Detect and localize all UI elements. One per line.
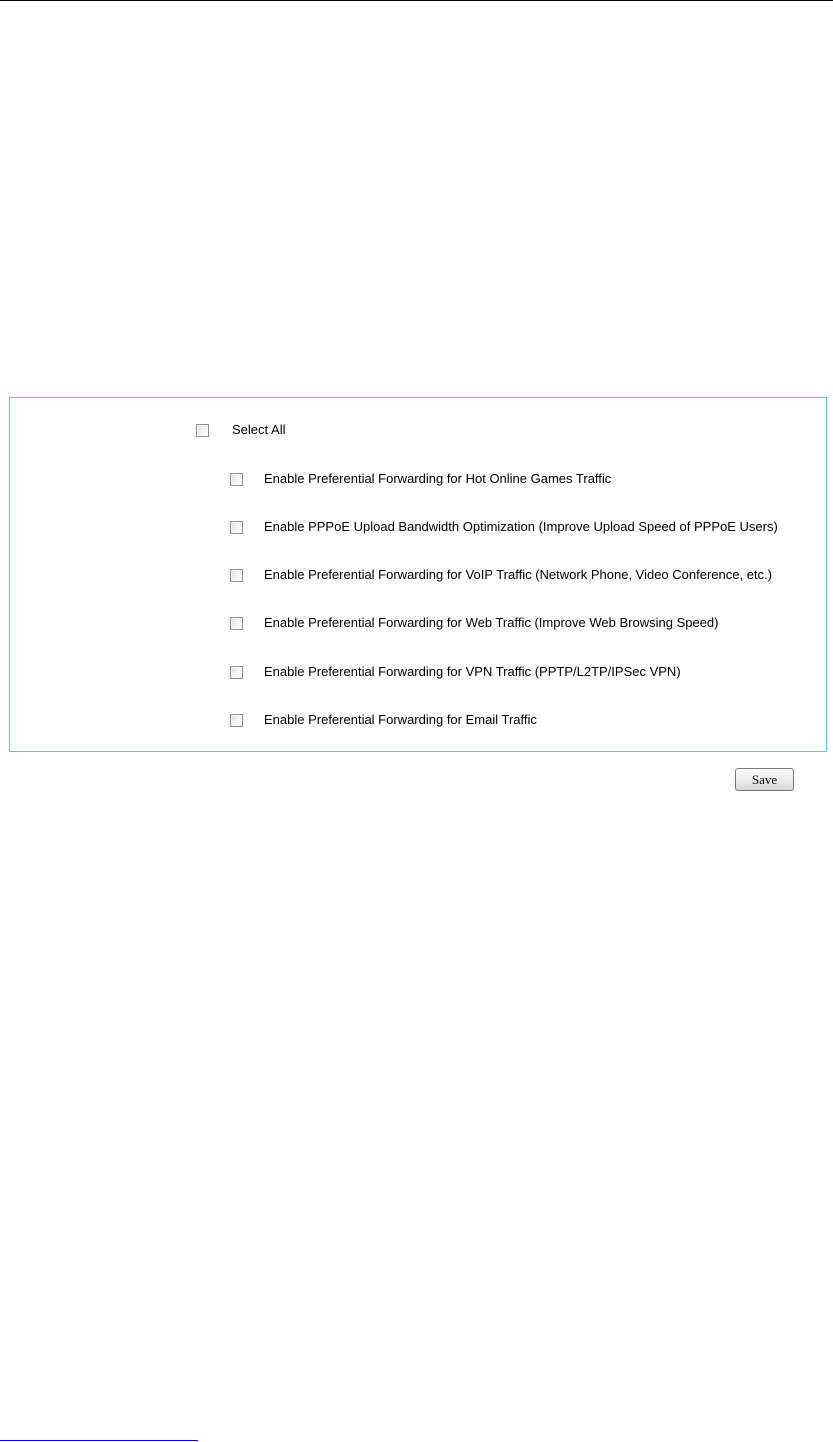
page-top-rule: [0, 0, 833, 1]
option-pppoe-upload-optimization[interactable]: [230, 517, 778, 537]
email-traffic-checkbox[interactable]: [230, 714, 243, 727]
vpn-traffic-checkbox[interactable]: [230, 666, 243, 679]
email-traffic-label: Enable Preferential Forwarding for Email Traffic: [264, 712, 537, 727]
voip-traffic-checkbox[interactable]: [230, 569, 243, 582]
save-button[interactable]: Save: [735, 768, 794, 791]
hot-online-games-label: Enable Preferential Forwarding for Hot Online Games Traffic: [264, 471, 612, 486]
web-traffic-checkbox[interactable]: [230, 617, 243, 630]
option-web-traffic[interactable]: [230, 613, 719, 633]
option-email-traffic[interactable]: [230, 710, 537, 730]
forwarding-options-panel: [9, 397, 827, 752]
footnote-link-rule: [0, 1440, 198, 1441]
select-all-label: Select All: [232, 422, 286, 437]
web-traffic-label: Enable Preferential Forwarding for Web Traffic (Improve Web Browsing Speed): [264, 615, 719, 630]
vpn-traffic-label: Enable Preferential Forwarding for VPN Traffic (PPTP/L2TP/IPSec VPN): [264, 664, 681, 679]
voip-traffic-label: Enable Preferential Forwarding for VoIP Traffic (Network Phone, Video Conference, etc.): [264, 567, 772, 582]
hot-online-games-checkbox[interactable]: [230, 473, 243, 486]
option-vpn-traffic[interactable]: [230, 662, 681, 682]
select-all-row[interactable]: [196, 420, 285, 440]
pppoe-upload-optimization-checkbox[interactable]: [230, 521, 243, 534]
option-hot-online-games[interactable]: [230, 469, 611, 489]
option-voip-traffic[interactable]: [230, 565, 772, 585]
pppoe-upload-optimization-label: Enable PPPoE Upload Bandwidth Optimization (Improve Upload Speed of PPPoE Users): [264, 519, 778, 534]
select-all-checkbox[interactable]: [196, 424, 209, 437]
